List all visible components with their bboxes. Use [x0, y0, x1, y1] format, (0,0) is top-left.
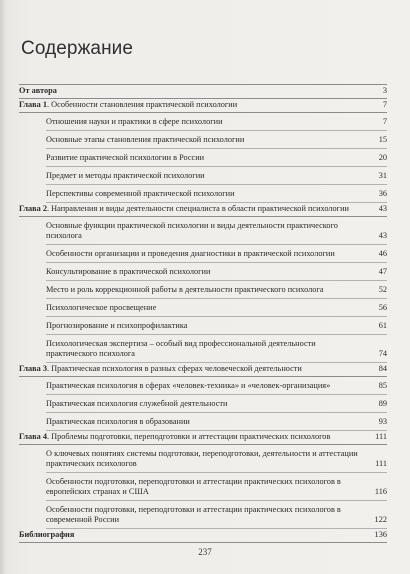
- toc-entry-title: [19, 100, 387, 110]
- toc-entry-page: 111: [375, 432, 387, 441]
- toc-section-entry: [46, 245, 387, 263]
- page-number: 237: [198, 547, 212, 557]
- toc-entry-label-bold: Глава 1: [19, 100, 47, 109]
- toc-entry-title: [46, 449, 387, 469]
- toc-chapter-entry: [19, 84, 387, 99]
- toc-section-entry: [46, 167, 387, 185]
- toc-entry-title: [46, 381, 387, 391]
- toc-entry-title: [46, 321, 387, 331]
- toc-entry-label: . Направления и виды деятельности специалиста в области практической психологии: [47, 204, 349, 213]
- toc-entry-page: 36: [378, 189, 387, 198]
- toc-entry-page: 116: [374, 487, 387, 496]
- toc-entry-page: 3: [382, 86, 387, 95]
- toc-entry-title: [19, 364, 387, 374]
- toc-section-entry: [46, 113, 387, 131]
- toc-entry-label: Перспективы современной практической психологии: [46, 189, 235, 198]
- toc-entry-title: [19, 432, 387, 442]
- toc-section-entry: [46, 501, 387, 529]
- toc-entry-label: Практическая психология в образовании: [46, 417, 190, 426]
- toc-entry-page: 61: [378, 321, 387, 330]
- toc-chapter-entry: [19, 203, 387, 217]
- toc-entry-page: 43: [378, 204, 387, 213]
- toc-section-entry: [46, 217, 387, 245]
- toc-entry-label: Особенности подготовки, переподготовки и аттестации практических психологов в современной России: [46, 505, 341, 524]
- toc-entry-page: 85: [378, 381, 387, 390]
- toc-entry-title: [19, 530, 387, 540]
- toc-entry-label-bold: Глава 4: [19, 432, 47, 441]
- toc-entry-page: 74: [378, 349, 387, 358]
- toc-entry-page: 20: [378, 153, 387, 162]
- toc-entry-label: Особенности подготовки, переподготовки и аттестации практических психологов в европейских странах и США: [46, 477, 341, 496]
- toc-entry-page: 31: [378, 171, 387, 180]
- toc-entry-page: 43: [378, 231, 387, 240]
- toc-entry-page: 136: [374, 530, 387, 539]
- toc-section-entry: [46, 281, 387, 299]
- toc-entry-title: [19, 204, 387, 214]
- toc-section-entry: [46, 473, 387, 501]
- toc-entry-label: Отношения науки и практики в сфере психологии: [46, 117, 223, 126]
- toc-entry-title: [46, 221, 387, 241]
- toc-entry-title: [46, 267, 387, 277]
- toc-entry-label: Предмет и методы практической психологии: [46, 171, 205, 180]
- toc-chapter-entry: [19, 529, 387, 543]
- toc-entry-title: [46, 249, 387, 259]
- toc-entry-title: [19, 86, 387, 96]
- toc-entry-label-bold: Глава 2: [19, 204, 47, 213]
- toc-section-entry: [46, 377, 387, 395]
- toc-entry-page: 122: [374, 515, 387, 524]
- toc-entry-label: Развитие практической психологии в России: [46, 153, 205, 162]
- toc-entry-label: Практическая психология в сферах «человек-техника» и «человек-организация»: [46, 381, 331, 390]
- toc-section-entry: [46, 149, 387, 167]
- toc-entry-title: [46, 189, 387, 199]
- toc-entry-title: [46, 505, 387, 525]
- toc-section-entry: [46, 299, 387, 317]
- toc-entry-page: 15: [378, 135, 387, 144]
- toc-entry-page: 93: [378, 417, 387, 426]
- toc-entry-title: [46, 303, 387, 313]
- toc-section-entry: [46, 131, 387, 149]
- toc-entry-title: [46, 153, 387, 163]
- toc-entry-title: [46, 117, 387, 127]
- toc-entry-title: [46, 285, 387, 295]
- toc-entry-title: [46, 399, 387, 409]
- toc-entry-label: . Особенности становления практической психологии: [47, 100, 238, 109]
- toc-entry-title: [46, 339, 387, 359]
- toc-entry-label-bold: Библиография: [19, 530, 75, 539]
- toc-entry-label: Место и роль коррекционной работы в деятельности практического психолога: [46, 285, 324, 294]
- toc-section-entry: [46, 185, 387, 203]
- toc-entry-label: Прогнозирование и психопрофилактика: [46, 321, 188, 330]
- toc-entry-label: Психологическая экспертиза – особый вид профессиональной деятельности практического психолога: [46, 339, 316, 358]
- toc-entry-label: . Проблемы подготовки, переподготовки и аттестации практических психологов: [47, 432, 331, 441]
- toc-entry-page: 56: [378, 303, 387, 312]
- table-of-contents: [19, 84, 387, 543]
- toc-entry-page: 47: [378, 267, 387, 276]
- toc-entry-label: Особенности организации и проведения диагностики в практической психологии: [46, 249, 335, 258]
- toc-chapter-entry: [19, 431, 387, 445]
- toc-entry-page: 7: [382, 117, 387, 126]
- toc-entry-title: [46, 171, 387, 181]
- toc-section-entry: [46, 395, 387, 413]
- toc-entry-label: Практическая психология служебной деятельности: [46, 399, 228, 408]
- toc-section-entry: [46, 335, 387, 363]
- toc-entry-label-bold: От автора: [19, 86, 57, 95]
- toc-chapter-entry: [19, 99, 387, 113]
- toc-entry-label: Консультирование в практической психологии: [46, 267, 211, 276]
- toc-entry-label: Основные этапы становления практической психологии: [46, 135, 245, 144]
- toc-entry-label: Психологическое просвещение: [46, 303, 157, 312]
- toc-entry-page: 46: [378, 249, 387, 258]
- toc-section-entry: [46, 263, 387, 281]
- toc-section-entry: [46, 445, 387, 473]
- toc-entry-label: Основные функции практической психологии и виды деятельности практического психолога: [46, 221, 338, 240]
- toc-entry-label: . Практическая психология в разных сферах человеческой деятельности: [47, 364, 302, 373]
- toc-entry-title: [46, 417, 387, 427]
- toc-entry-page: 111: [375, 459, 387, 468]
- toc-entry-page: 7: [382, 100, 387, 109]
- toc-entry-page: 84: [378, 364, 387, 373]
- page-title: Содержание: [21, 38, 134, 59]
- toc-section-entry: [46, 413, 387, 431]
- toc-entry-title: [46, 477, 387, 497]
- toc-section-entry: [46, 317, 387, 335]
- toc-entry-label-bold: Глава 3: [19, 364, 47, 373]
- toc-entry-page: 89: [378, 399, 387, 408]
- toc-entry-label: О ключевых понятиях системы подготовки, переподготовки, деятельности и аттестации практических психологов: [46, 449, 358, 468]
- toc-entry-title: [46, 135, 387, 145]
- toc-chapter-entry: [19, 363, 387, 377]
- toc-entry-page: 52: [378, 285, 387, 294]
